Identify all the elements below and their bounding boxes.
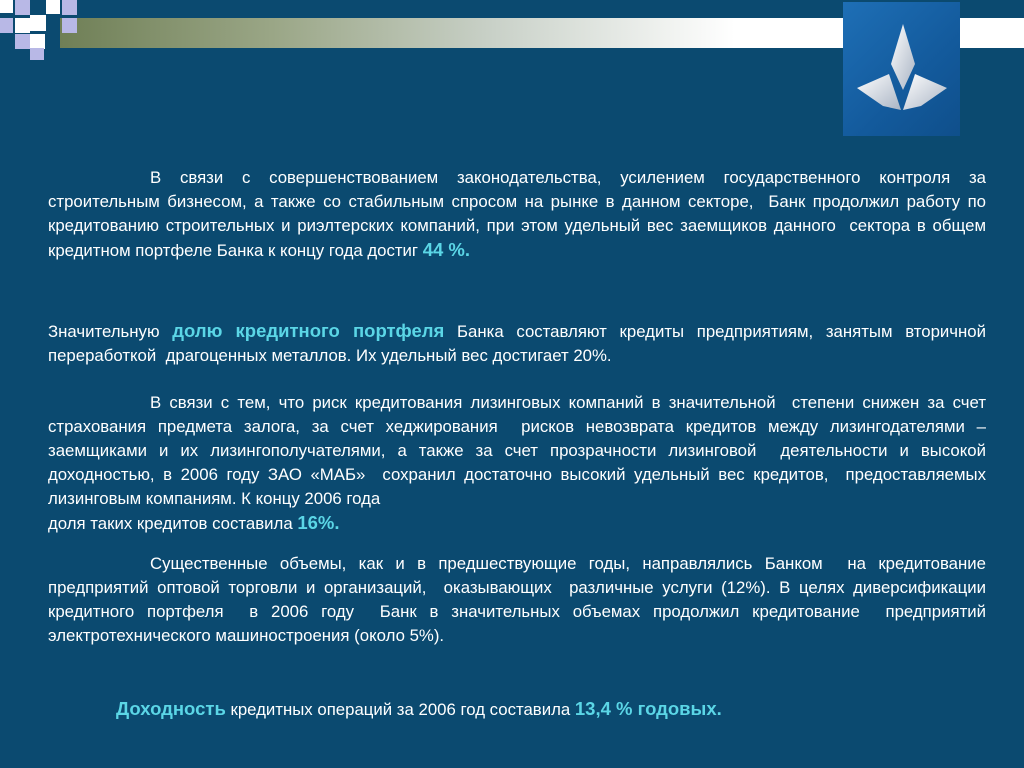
paragraph-2-lead: Значительную (48, 322, 173, 341)
crystal-logo-icon (843, 2, 960, 136)
paragraph-profitability (116, 697, 722, 722)
share-16-highlight: 16%. (297, 512, 340, 533)
share-44-highlight: 44 %. (422, 239, 471, 260)
paragraph-precious-metals (48, 319, 991, 368)
paragraph-1-text: В связи с совершенствованием законодательства, усилением государственного контроля за строительным бизнесом, а также со стабильным спросом на рынке в данном секторе, Банк продолжил работу по кредитованию строительных и риэлтерских компаний, при этом удельный вес заемщиков данного сектора в общем кредитном портфеле Банка к концу года достиг (48, 168, 991, 260)
paragraph-2-text: Банка составляют кредиты предприятиям, занятым вторичной переработкой драгоценных металлов. Их удельный вес достигает 20%. (48, 322, 991, 365)
paragraph-3-line2: доля таких кредитов составила (48, 514, 298, 533)
paragraph-3-text: В связи с тем, что риск кредитования лизинговых компаний в значительной степени снижен за счет страхования предмета залога, за счет хеджирования рисков невозврата кредитов между лизингодателями – заемщиками и их лизингополучателями, а также за счет прозрачности лизинговой деятельности и высокой доходностью, в 2006 году ЗАО «МАБ» сохранил достаточно высокий удельный вес кредитов, предоставляемых лизинговым компаниям. К концу 2006 года (48, 393, 991, 508)
paragraph-5-text: кредитных операций за 2006 год составила (225, 700, 575, 719)
paragraph-leasing (48, 391, 991, 536)
portfolio-share-highlight: долю кредитного портфеля (172, 320, 445, 341)
paragraph-construction-lending (48, 166, 991, 263)
profitability-highlight: Доходность (116, 698, 226, 719)
paragraph-wholesale-trade (48, 552, 996, 648)
annual-rate-highlight: 13,4 % годовых. (574, 698, 722, 719)
paragraph-4-text: Существенные объемы, как и в предшествующие годы, направлялись Банком на кредитование предприятий оптовой торговли и организаций, оказывающих различные услуги (12%). В целях диверсификации кредитного портфеля в 2006 году Банк в значительных объемах продолжил кредитование предприятий электротехнического машиностроения (около 5%). (48, 554, 996, 645)
